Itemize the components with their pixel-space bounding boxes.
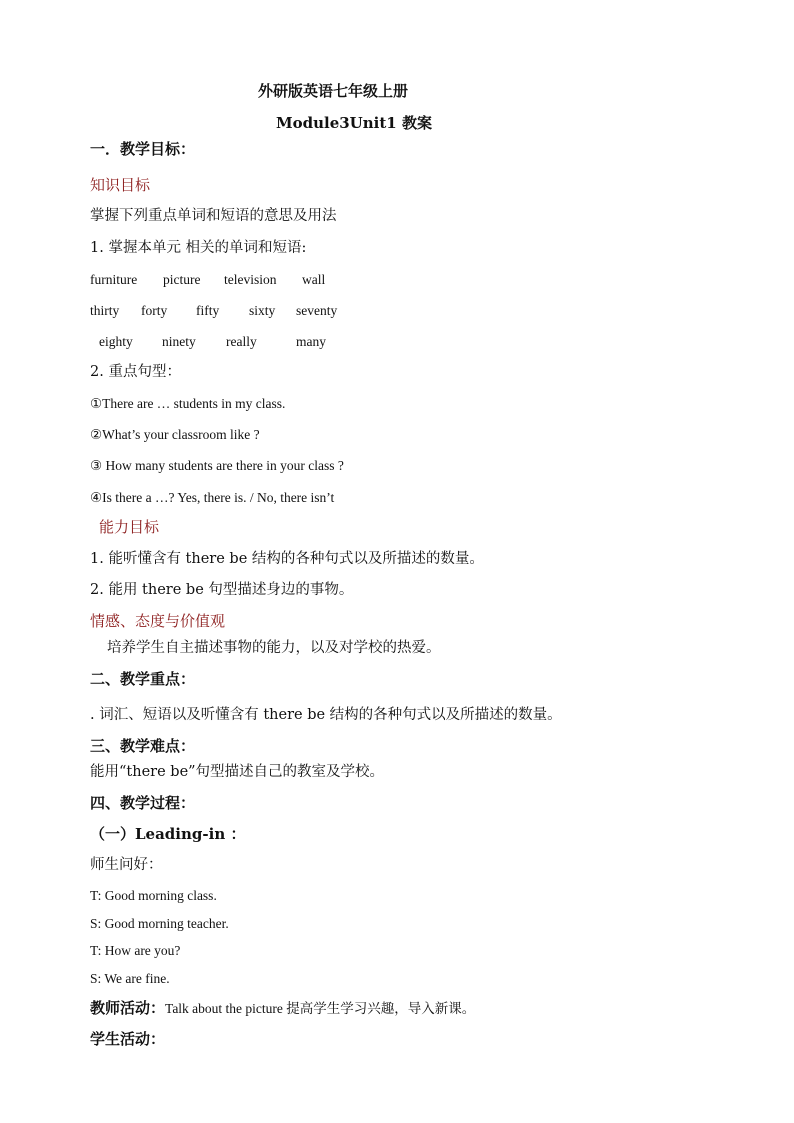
key-sentence: ③ How many students are there in your class ? [90, 458, 344, 473]
vocab-word: ninety [162, 334, 196, 349]
greeting-label: 师生问好： [90, 857, 163, 873]
subheading-emotion-goal: 情感、态度与价值观 [90, 612, 226, 630]
vocab-word: really [226, 334, 257, 349]
step-heading-leading-in: （一）Leading-in ： [90, 825, 246, 843]
ability-item: 1. 能听懂含有 there be 结构的各种句式以及所描述的数量。 [90, 551, 484, 567]
teacher-activity [90, 1000, 475, 1016]
item-2: 2. 重点句型： [90, 364, 181, 380]
vocab-word: television [224, 272, 277, 287]
vocab-word: fifty [196, 303, 220, 318]
teacher-activity-text: Talk about the picture 提高学生学习兴趣，导入新课。 [165, 1001, 476, 1016]
section-heading-difficulties: 三、教学难点： [90, 737, 196, 755]
vocab-word: seventy [296, 303, 338, 318]
dialogue-line: S: We are fine. [90, 971, 170, 986]
key-points-text: . 词汇、短语以及听懂含有 there be 结构的各种句式以及所描述的数量。 [90, 707, 562, 723]
section-heading-objectives: 一．教学目标： [90, 140, 196, 158]
difficulties-text: 能用“there be”句型描述自己的教室及学校。 [90, 764, 385, 780]
dialogue-line: T: How are you? [90, 943, 181, 958]
key-sentence: ②What’s your classroom like ? [90, 427, 260, 442]
item-1: 1. 掌握本单元 相关的单词和短语: [90, 240, 307, 256]
emotion-text: 培养学生自主描述事物的能力，以及对学校的热爱。 [107, 640, 441, 656]
vocab-word: eighty [99, 334, 133, 349]
vocab-word: picture [163, 272, 201, 287]
vocab-word: furniture [90, 272, 138, 287]
vocab-word: sixty [249, 303, 276, 318]
subheading-ability-goal: 能力目标 [99, 518, 160, 536]
knowledge-intro: 掌握下列重点单词和短语的意思及用法 [90, 208, 337, 224]
vocab-word: wall [302, 272, 326, 287]
section-heading-process: 四、教学过程： [90, 794, 196, 812]
teacher-activity-label: 教师活动： [90, 999, 166, 1017]
vocab-word: forty [141, 303, 168, 318]
student-activity-label: 学生活动： [90, 1030, 166, 1048]
vocab-word: many [296, 334, 326, 349]
key-sentence: ④Is there a …? Yes, there is. / No, there isn’t [90, 490, 335, 505]
dialogue-line: S: Good morning teacher. [90, 916, 229, 931]
document-subtitle: Module3Unit1 教案 [276, 114, 432, 132]
vocab-word: thirty [90, 303, 120, 318]
document-title: 外研版英语七年级上册 [258, 82, 409, 100]
dialogue-line: T: Good morning class. [90, 888, 217, 903]
subheading-knowledge-goal: 知识目标 [90, 176, 151, 194]
ability-item: 2. 能用 there be 句型描述身边的事物。 [90, 582, 354, 598]
section-heading-key-points: 二、教学重点： [90, 670, 196, 688]
key-sentence: ①There are … students in my class. [90, 396, 286, 411]
